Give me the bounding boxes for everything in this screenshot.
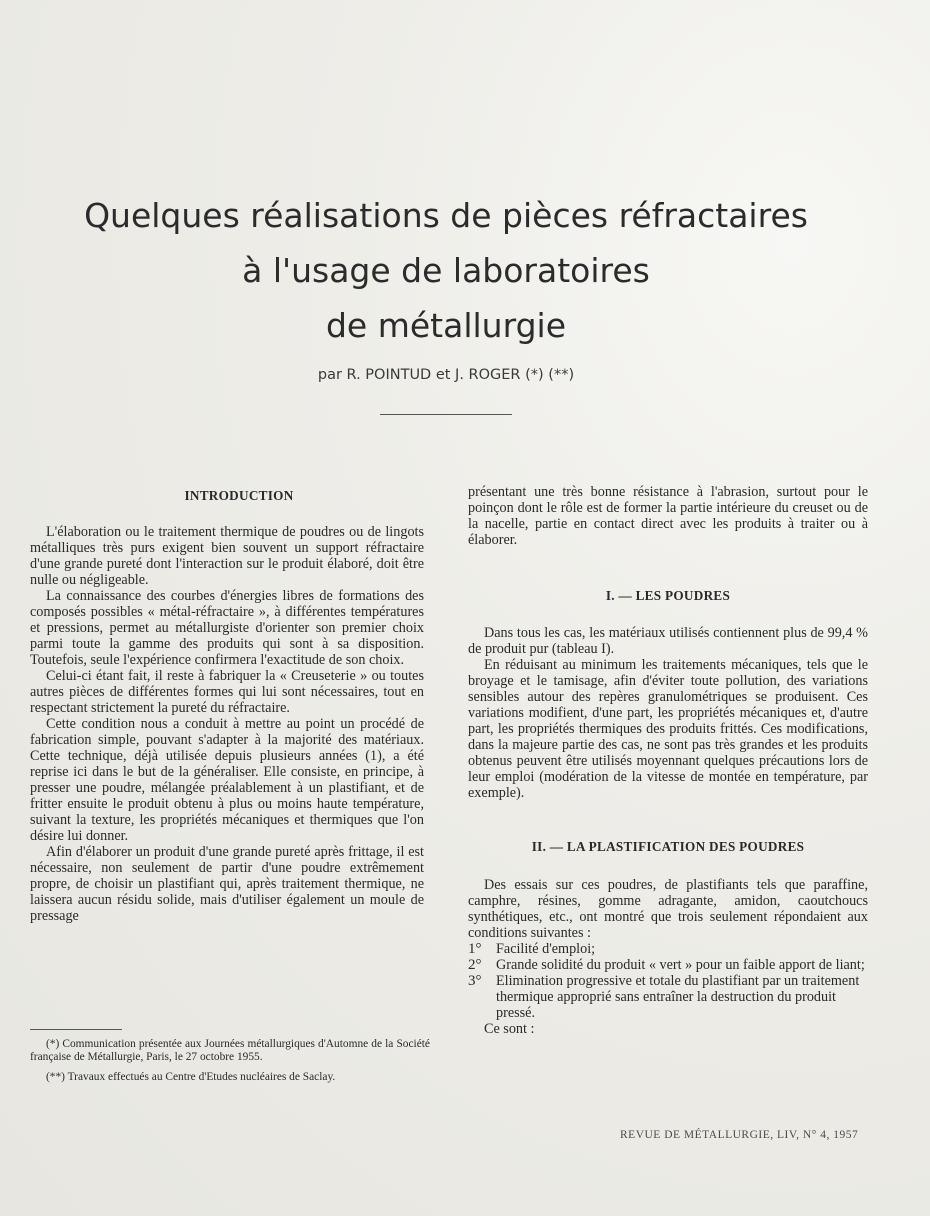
list-text: Facilité d'emploi;	[496, 941, 596, 957]
paragraph: La connaissance des courbes d'énergies libres de formations des composés possibles « métal-réfractaire », à différentes températures et pressions, permet au métallurgiste d'orienter son premier choix parmi toute la gamme des produits qui sont à sa disposition. Toutefois, seule l'expérience confirmera l'exactitude de son choix.	[30, 588, 424, 668]
title-line-1: Quelques réalisations de pièces réfractaires	[84, 196, 808, 235]
footnote-divider	[30, 1029, 122, 1030]
author-byline: par R. POINTUD et J. ROGER (*) (**)	[317, 367, 575, 383]
journal-footer: REVUE DE MÉTALLURGIE, LIV, N° 4, 1957	[620, 1129, 859, 1141]
list-item	[468, 957, 868, 973]
list-item	[468, 973, 868, 1021]
list-number: 2°	[468, 957, 482, 973]
footnote: (**) Travaux effectués au Centre d'Etudes nucléaires de Saclay.	[46, 1071, 336, 1083]
paragraph: Celui-ci étant fait, il reste à fabriquer la « Creuseterie » ou toutes autres pièces de différentes formes qui lui sont nécessaires, tout en respectant strictement la pureté du réfractaire.	[30, 668, 424, 716]
footnotes	[30, 1038, 430, 1084]
left-column	[30, 488, 424, 924]
right-column	[468, 484, 868, 1037]
paragraph: Ce sont :	[484, 1021, 535, 1037]
section-heading-poudres: I. — LES POUDRES	[605, 588, 731, 603]
paragraph: En réduisant au minimum les traitements mécaniques, tels que le broyage et le tamisage, afin d'éviter toute pollution, des variations sensibles autour des repères granulométriques se produisent. Ces variations modifient, d'une part, les propriétés mécaniques et, d'autre part, les propriétés thermiques des produits frittés. Ces modifications, dans la majeure partie des cas, ne sont pas très grandes et les produits obtenus peuvent être utilisés moyennant quelques précautions lors de leur emploi (modération de la vitesse de montée en température, par exemple).	[468, 657, 868, 801]
paragraph: Dans tous les cas, les matériaux utilisés contiennent plus de 99,4 % de produit pur (tableau I).	[468, 625, 868, 657]
paragraph-continuation: présentant une très bonne résistance à l'abrasion, surtout pour le poinçon dont le rôle est de former la partie intérieure du creuset ou de la nacelle, partie en contact direct avec les produits à traiter ou à élaborer.	[468, 484, 868, 548]
list-number: 3°	[468, 973, 482, 989]
list-text: Grande solidité du produit « vert » pour un faible apport de liant;	[496, 957, 865, 973]
paragraph: Afin d'élaborer un produit d'une grande pureté après frittage, il est nécessaire, non seulement de partir d'une poudre extrêmement propre, de choisir un plastifiant qui, après traitement thermique, ne laissera aucun résidu solide, mais d'utiliser également un moule de pressage	[30, 844, 424, 924]
section-heading-plastification: II. — LA PLASTIFICATION DES POUDRES	[531, 839, 805, 854]
article-title	[0, 188, 892, 353]
list-number: 1°	[468, 941, 482, 957]
title-divider	[380, 414, 512, 415]
title-line-3: de métallurgie	[325, 306, 566, 345]
footnote: (*) Communication présentée aux Journées métallurgiques d'Automne de la Société française de Métallurgie, Paris, le 27 octobre 1955.	[30, 1038, 430, 1063]
paragraph: L'élaboration ou le traitement thermique de poudres ou de lingots métalliques très purs exigent bien souvent un support réfractaire d'une grande pureté dont l'interaction sur le produit élaboré, doit être nulle ou négligeable.	[30, 524, 424, 588]
paragraph: Des essais sur ces poudres, de plastifiants tels que paraffine, camphre, résines, gomme adragante, amidon, caoutchoucs synthétiques, etc., ont montré que trois seulement répondaient aux conditions suivantes :	[468, 877, 868, 941]
title-line-2: à l'usage de laboratoires	[242, 251, 650, 290]
list-item	[468, 941, 868, 957]
list-text: Elimination progressive et totale du plastifiant par un traitement thermique approprié sans entraîner la destruction du produit pressé.	[496, 973, 860, 1021]
section-heading-introduction: INTRODUCTION	[184, 488, 294, 503]
paragraph: Cette condition nous a conduit à mettre au point un procédé de fabrication simple, pouvant s'adapter à la majorité des matériaux. Cette technique, déjà utilisée depuis plusieurs années (1), a été reprise ici dans le but de la généraliser. Elle consiste, en principe, à presser une poudre, mélangée préalablement à un plastifiant, et de fritter ensuite le produit obtenu à plus ou moins haute température, suivant la texture, les propriétés mécaniques et thermiques que l'on désire lui donner.	[30, 716, 424, 844]
